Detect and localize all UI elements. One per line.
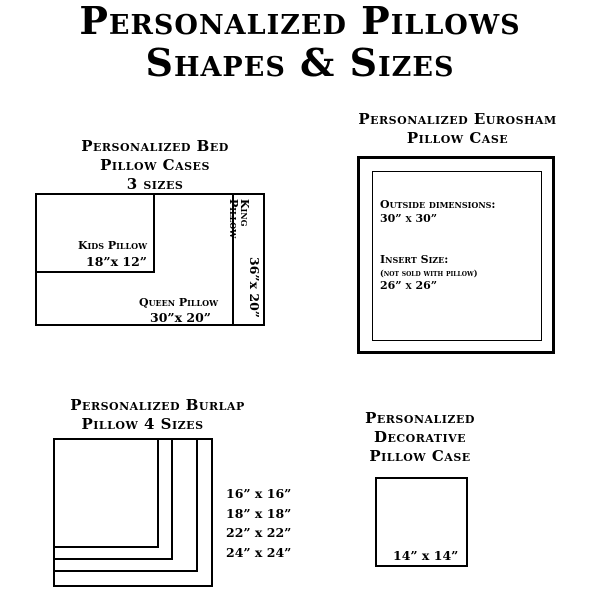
burlap-16-outline: [53, 438, 159, 548]
queen-pillow-size: 30”x 20”: [150, 310, 211, 325]
eurosham-outside-label: Outside dimensions:: [380, 198, 496, 211]
burlap-size-22: 22” x 22”: [226, 525, 292, 540]
burlap-heading-line-2: Pillow 4 Sizes: [81, 415, 204, 433]
decorative-heading-line-1: Personalized: [365, 409, 475, 427]
burlap-size-24: 24” x 24”: [226, 545, 292, 560]
bed-heading-line-3: 3 sizes: [126, 175, 184, 193]
eurosham-heading-line-1: Personalized Eurosham: [358, 110, 557, 128]
king-label-line-1: King: [238, 199, 251, 227]
burlap-size-18: 18” x 18”: [226, 506, 292, 521]
queen-pillow-label: Queen Pillow: [139, 296, 219, 309]
decorative-heading-line-2: Decorative: [373, 428, 467, 446]
eurosham-heading-line-2: Pillow Case: [406, 129, 509, 147]
burlap-heading-line-1: Personalized Burlap: [70, 396, 245, 414]
eurosham-insert-size: 26” x 26”: [380, 279, 438, 292]
bed-heading-line-2: Pillow Cases: [100, 156, 210, 174]
eurosham-insert-label: Insert Size:: [380, 253, 449, 266]
king-label-line-2: Pillow: [227, 199, 240, 239]
kids-pillow-label: Kids Pillow: [78, 239, 148, 252]
decorative-pillow-size: 14” x 14”: [393, 548, 459, 563]
eurosham-outside-size: 30” x 30”: [380, 212, 438, 225]
page-title-line-2: Shapes & Sizes: [145, 40, 455, 85]
page-title-line-1: Personalized Pillows: [79, 0, 521, 43]
kids-pillow-size: 18”x 12”: [86, 254, 147, 269]
decorative-heading-line-3: Pillow Case: [369, 447, 471, 465]
king-pillow-label: [227, 199, 266, 319]
eurosham-insert-note: (not sold with pillow): [380, 268, 478, 278]
bed-heading-line-1: Personalized Bed: [81, 137, 229, 155]
burlap-size-16: 16” x 16”: [226, 486, 292, 501]
king-pillow-size: 36”x 20”: [247, 257, 262, 318]
